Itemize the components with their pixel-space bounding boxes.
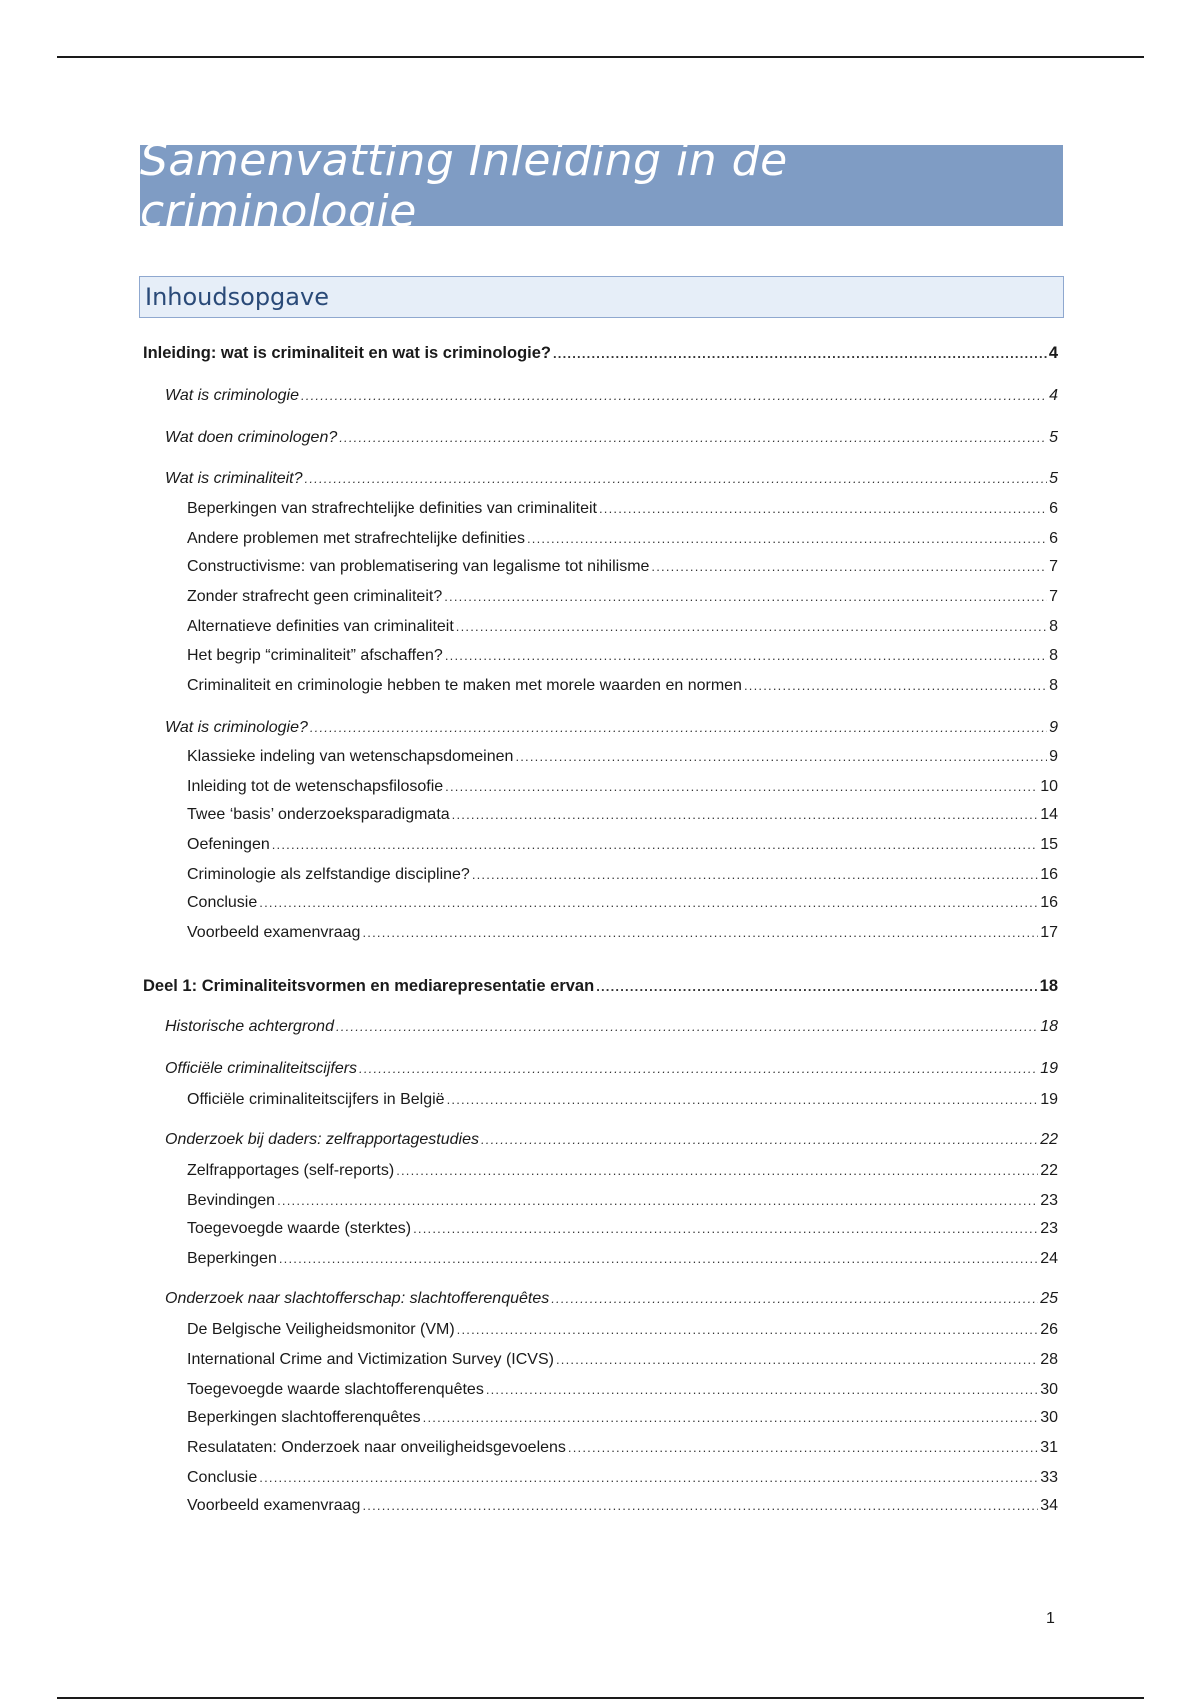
toc-entry[interactable] [187,529,1058,549]
toc-entry[interactable] [187,1350,1058,1370]
toc-entry[interactable] [187,1438,1058,1458]
toc-dot-leader [423,1408,1039,1428]
toc-entry[interactable] [187,1191,1058,1211]
toc-entry[interactable] [143,976,1058,997]
toc-dot-leader [445,646,1047,666]
toc-entry[interactable] [187,835,1058,855]
toc-entry[interactable] [187,805,1058,825]
toc-dot-leader [305,469,1048,489]
toc-dot-leader [551,1289,1038,1309]
toc-entry-page: 19 [1040,1091,1058,1108]
toc-entry-title: Wat is criminologie? [165,719,308,736]
toc-dot-leader [515,747,1047,767]
toc-entry-title: Criminologie als zelfstandige discipline? [187,866,470,883]
toc-dot-leader [362,1496,1038,1516]
toc-entry-title: Resulataten: Onderzoek naar onveiligheidsgevoelens [187,1439,566,1456]
toc-entry-page: 31 [1040,1439,1058,1456]
toc-entry-title: Inleiding tot de wetenschapsfilosofie [187,778,444,795]
toc-entry-page: 34 [1040,1497,1058,1514]
toc-entry-title: Beperkingen [187,1250,277,1267]
page-number: 1 [1046,1610,1055,1627]
toc-dot-leader [362,923,1038,943]
toc-entry[interactable] [187,1320,1058,1340]
toc-entry-title: Wat doen criminologen? [165,429,338,446]
toc-entry-title: Onderzoek bij daders: zelfrapportagestudies [165,1131,479,1148]
toc-entry-title: Bevindingen [187,1192,276,1209]
toc-entry-title: Beperkingen van strafrechtelijke definities van criminaliteit [187,500,597,517]
toc-entry-page: 4 [1048,344,1058,362]
toc-dot-leader [339,428,1047,448]
toc-dot-leader [744,676,1047,696]
toc-entry-page: 30 [1040,1409,1058,1426]
toc-entry-title: Officiële criminaliteitscijfers [165,1060,358,1077]
toc-dot-leader [259,1468,1038,1488]
toc-dot-leader [396,1161,1038,1181]
toc-dot-leader [456,617,1047,637]
toc-dot-leader [651,557,1047,577]
toc-entry-title: De Belgische Veiligheidsmonitor (VM) [187,1321,455,1338]
toc-entry[interactable] [187,617,1058,637]
toc-entry-page: 19 [1040,1060,1058,1077]
toc-entry-title: Klassieke indeling van wetenschapsdomeinen [187,748,514,765]
toc-entry-title: Constructivisme: van problematisering van legalisme tot nihilisme [187,558,650,575]
toc-entry-page: 8 [1049,647,1058,664]
toc-entry[interactable] [165,1059,1058,1079]
toc-entry-page: 14 [1040,806,1058,823]
toc-dot-leader [272,835,1038,855]
toc-entry-title: Andere problemen met strafrechtelijke definities [187,530,525,547]
toc-dot-leader [444,587,1047,607]
toc-entry-title: Criminaliteit en criminologie hebben te maken met morele waarden en normen [187,677,742,694]
toc-entry-title: Wat is criminaliteit? [165,470,303,487]
toc-dot-leader [452,805,1039,825]
toc-entry-page: 17 [1040,924,1058,941]
top-rule [57,56,1144,58]
toc-entry-title: International Crime and Victimization Survey (ICVS) [187,1351,554,1368]
toc-entry-title: Inleiding: wat is criminaliteit en wat is criminologie? [143,344,551,362]
toc-entry-title: Zonder strafrecht geen criminaliteit? [187,588,443,605]
toc-entry-page: 30 [1040,1381,1058,1398]
toc-entry[interactable] [187,865,1058,885]
toc-entry-page: 9 [1049,719,1058,736]
toc-dot-leader [336,1017,1038,1037]
toc-entry-page: 10 [1040,778,1058,795]
toc-entry[interactable] [187,777,1058,797]
toc-entry-page: 23 [1040,1192,1058,1209]
toc-entry[interactable] [165,469,1058,489]
toc-entry-title: Wat is criminologie [165,387,299,404]
toc-entry[interactable] [187,893,1058,913]
toc-dot-leader [472,865,1038,885]
toc-entry-title: Historische achtergrond [165,1018,334,1035]
toc-entry-title: Deel 1: Criminaliteitsvormen en mediarepresentatie ervan [143,977,595,995]
toc-entry-title: Officiële criminaliteitscijfers in België [187,1091,445,1108]
toc-entry-page: 16 [1040,866,1058,883]
toc-dot-leader [527,529,1047,549]
toc-entry[interactable] [187,1219,1058,1239]
toc-entry-title: Beperkingen slachtofferenquêtes [187,1409,421,1426]
title-banner [140,134,1063,237]
toc-dot-leader [445,777,1038,797]
toc-dot-leader [359,1059,1038,1079]
toc-entry-page: 9 [1049,748,1058,765]
toc-entry[interactable] [187,1161,1058,1181]
toc-entry-page: 6 [1049,530,1058,547]
toc-dot-leader [553,344,1047,364]
toc-entry-page: 16 [1040,894,1058,911]
bottom-rule [57,1697,1144,1699]
toc-entry[interactable] [187,923,1058,943]
toc-entry-page: 24 [1040,1250,1058,1267]
toc-entry-page: 8 [1049,677,1058,694]
toc-dot-leader [279,1249,1038,1269]
toc-entry-page: 8 [1049,618,1058,635]
toc-entry-title: Toegevoegde waarde slachtofferenquêtes [187,1381,484,1398]
toc-entry[interactable] [165,1017,1058,1037]
document-title: Samenvatting Inleiding in de criminologie [140,134,788,237]
toc-dot-leader [596,977,1037,997]
toc-entry-page: 33 [1040,1469,1058,1486]
toc-entry-title: Voorbeeld examenvraag [187,924,361,941]
toc-entry-page: 25 [1040,1290,1058,1307]
toc-dot-leader [301,386,1047,406]
toc-dot-leader [259,893,1038,913]
toc-entry-page: 18 [1039,977,1058,995]
toc-entry-title: Oefeningen [187,836,270,853]
toc-entry-page: 7 [1049,588,1058,605]
toc-entry-title: Alternatieve definities van criminaliteit [187,618,454,635]
toc-entry[interactable] [165,1130,1058,1150]
toc-entry[interactable] [165,1289,1058,1309]
toc-entry[interactable] [187,1249,1058,1269]
toc-entry[interactable] [187,747,1058,767]
toc-entry-page: 4 [1049,387,1058,404]
toc-entry-title: Conclusie [187,1469,258,1486]
toc-heading: Inhoudsopgave [145,283,329,311]
toc-entry[interactable] [165,428,1058,448]
toc-entry[interactable] [165,386,1058,406]
toc-entry-page: 22 [1040,1162,1058,1179]
toc-dot-leader [486,1380,1038,1400]
toc-dot-leader [310,718,1047,738]
toc-entry-page: 28 [1040,1351,1058,1368]
toc-entry[interactable] [165,718,1058,738]
toc-entry-title: Zelfrapportages (self-reports) [187,1162,395,1179]
toc-entry[interactable] [187,646,1058,666]
toc-dot-leader [457,1320,1039,1340]
toc-dot-leader [277,1191,1038,1211]
toc-entry-title: Toegevoegde waarde (sterktes) [187,1220,412,1237]
toc-entry-page: 18 [1040,1018,1058,1035]
toc-entry[interactable] [187,676,1058,696]
toc-entry[interactable] [143,343,1058,364]
toc-entry-page: 15 [1040,836,1058,853]
toc-entry-title: Conclusie [187,894,258,911]
toc-entry-page: 26 [1040,1321,1058,1338]
toc-entry[interactable] [187,1468,1058,1488]
toc-entry[interactable] [187,1090,1058,1110]
toc-entry[interactable] [187,587,1058,607]
toc-dot-leader [447,1090,1039,1110]
toc-entry[interactable] [187,1496,1058,1516]
toc-entry[interactable] [187,1408,1058,1428]
toc-entry[interactable] [187,1380,1058,1400]
toc-entry-title: Voorbeeld examenvraag [187,1497,361,1514]
toc-entry-title: Onderzoek naar slachtofferschap: slachtofferenquêtes [165,1290,550,1307]
toc-entry[interactable] [187,557,1058,577]
toc-entry-title: Twee ‘basis’ onderzoeksparadigmata [187,806,450,823]
toc-entry-page: 5 [1049,429,1058,446]
toc-dot-leader [481,1130,1038,1150]
toc-entry-page: 7 [1049,558,1058,575]
toc-dot-leader [568,1438,1038,1458]
toc-entry-page: 6 [1049,500,1058,517]
toc-heading-box [139,276,1064,318]
toc-entry-title: Het begrip “criminaliteit” afschaffen? [187,647,443,664]
toc-dot-leader [599,499,1047,519]
toc-entry-page: 5 [1049,470,1058,487]
toc-entry-page: 22 [1040,1131,1058,1148]
toc-entry-page: 23 [1040,1220,1058,1237]
toc-entry[interactable] [187,499,1058,519]
toc-dot-leader [413,1219,1038,1239]
toc-dot-leader [556,1350,1038,1370]
